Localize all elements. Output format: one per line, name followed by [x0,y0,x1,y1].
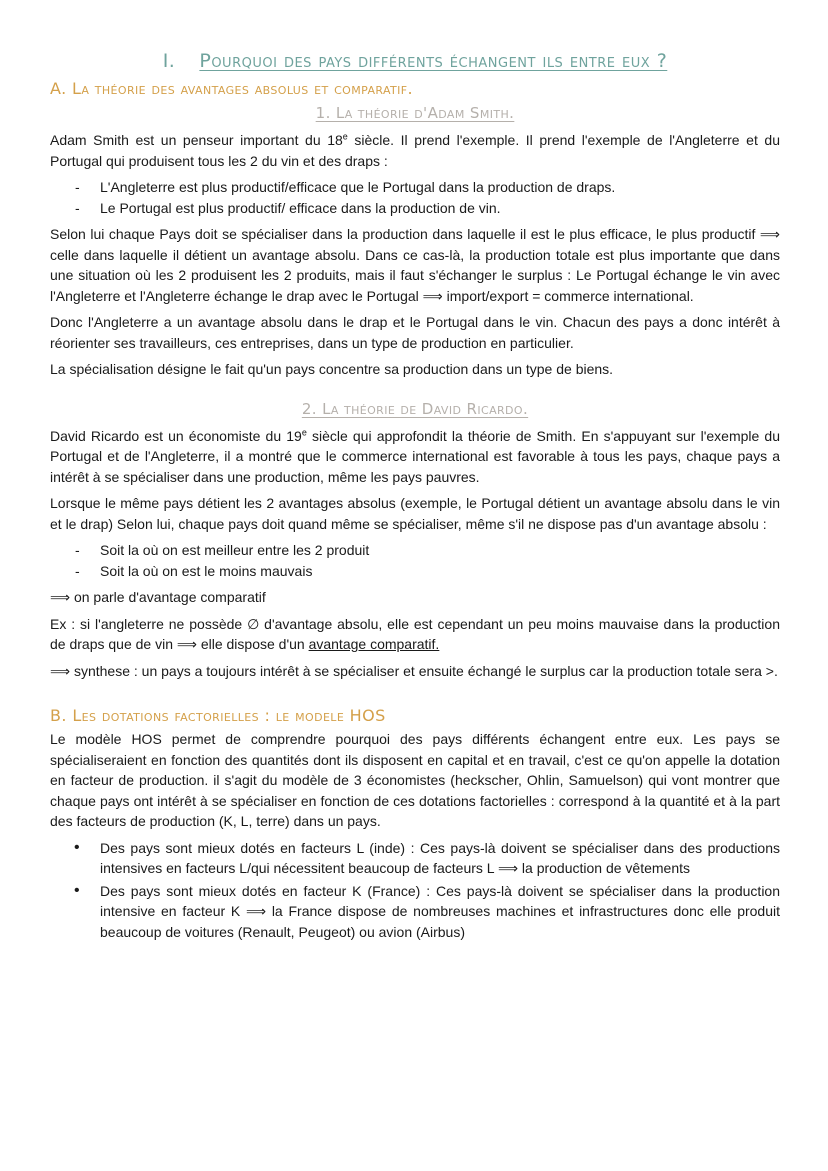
specialisation-definition: La spécialisation désigne le fait qu'un pays concentre sa production dans un type de biens. [50,361,614,377]
spacer [50,386,780,396]
list-item: • Des pays sont mieux dotés en facteur K (France) : Ces pays-là doivent se spécialiser dans la production intensive en facteur K ⟹ la France dispose de nombreuses machines et infrastructures donc elle produit beaucoup de voitures (Renault, Peugeot) ou avion (Airbus) [50,881,780,943]
spacer [50,687,780,703]
document-page [50,48,780,948]
ricardo-example [50,614,780,655]
smith-paragraph-specialisation: Selon lui chaque Pays doit se spécialiser dans la production dans laquelle il est le plus efficace, le plus productif ⟹ celle dans laquelle il détient un avantage absolu. Dans ce cas-là, la production totale est plus importante que dans une situation où les 2 produisent les 2 produits, mais il faut s'échanger le surplus : Le Portugal échange le vin avec l'Angleterre et l'Angleterre échange le drap avec le Portugal ⟹ import/export = commerce international. [50,226,780,304]
text-fragment: David Ricardo est un économiste du 19 [50,427,302,444]
underlined-term: avantage comparatif. [308,636,440,652]
list-item: • Des pays sont mieux dotés en facteurs L (inde) : Ces pays-là doivent se spécialiser dans des productions intensives en facteurs L/qui nécessitent beaucoup de facteurs L ⟹ la production de vêtements [50,838,780,879]
title-number: I. [162,50,176,72]
list-item: - Le Portugal est plus productif/ efficace dans la production de vin. [50,198,780,219]
page-title [50,48,780,74]
ricardo-list [50,540,780,581]
superscript: e [342,131,348,142]
smith-list [50,177,780,218]
ricardo-paragraph-intro [50,426,780,488]
ricardo-synthesis: ⟹ synthese : un pays a toujours intérêt à se spécialiser et ensuite échangé le surplus car la production totale sera >. [50,662,778,679]
title-text: Pourquoi des pays différents échangent ils entre eux ? [199,50,668,72]
smith-paragraph-intro [50,130,780,171]
superscript: e [301,426,307,437]
list-item: - Soit la où on est le moins mauvais [50,561,780,582]
list-item: - Soit la où on est meilleur entre les 2 produit [50,540,780,561]
ricardo-paragraph-absolute: Lorsque le même pays détient les 2 avantages absolus (exemple, le Portugal détient un avantage absolu dans le vin et le drap) Selon lui, chaque pays doit quand même se spécialiser, même s'il ne dispose pas d'un avantage absolu : [50,495,780,532]
smith-paragraph-conclusion: Donc l'Angleterre a un avantage absolu dans le drap et le Portugal dans le vin. Chacun des pays a donc intérêt à réorienter ses travailleurs, ces entreprises, dans un type de production en particulier. [50,314,780,351]
subsection-ricardo-heading: 2. La théorie de David Ricardo. [301,399,529,418]
comparative-advantage-note: ⟹ on parle d'avantage comparatif [50,589,266,605]
subsection-smith-heading: 1. La théorie d'Adam Smith. [315,104,515,122]
text-fragment: siècle. Il prend l'exemple. Il prend l'exemple de l'Angleterre et du Portugal qui produisent tous les 2 du vin et des draps : [50,132,780,169]
section-b-heading: B. Les dotations factorielles : le modele HOS [50,706,386,725]
section-a-heading: A. La théorie des avantages absolus et comparatif. [50,79,414,98]
hos-paragraph: Le modèle HOS permet de comprendre pourquoi des pays différents échangent entre eux. Les pays se spécialiseraient en fonction des quantités dont ils disposent en capital et en travail, c'est ce qu'on appelle la dotation en facteur de production. il s'agit du modèle de 3 économistes (heckscher, Ohlin, Samuelson) qui vont montrer que chaque pays ont intérêt à se spécialiser en fonction de ces dotations factorielles : correspond à la quantité et à la part des facteurs de production (K, L, terre) dans un pays. [50,731,780,829]
list-item: - L'Angleterre est plus productif/efficace que le Portugal dans la production de draps. [50,177,780,198]
text-fragment: siècle qui approfondit la théorie de Smith. En s'appuyant sur l'exemple du Portugal et de l'Angleterre, il a montré que le commerce international est favorable à tous les pays, chaque pays a intérêt à se spécialiser dans une production, même les pays pauvres. [50,427,781,485]
text-fragment: Ex : si l'angleterre ne possède ∅ d'avantage absolu, elle est cependant un peu moins mauvaise dans la production de draps que de vin ⟹ elle dispose d'un [50,615,780,652]
text-fragment: Adam Smith est un penseur important du 18 [50,132,343,148]
hos-list [50,838,780,943]
